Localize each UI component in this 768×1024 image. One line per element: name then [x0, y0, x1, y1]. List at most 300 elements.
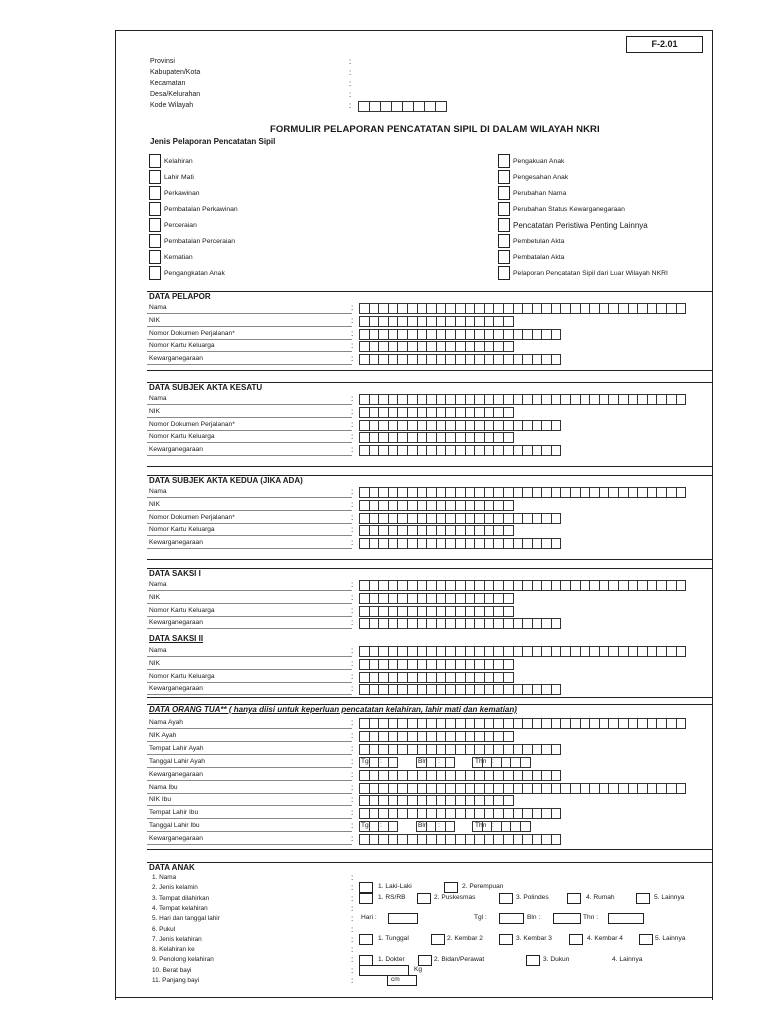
option-label: Hari :	[361, 914, 377, 921]
jenis-checkbox[interactable]	[498, 154, 510, 168]
option-label: cm	[391, 976, 400, 983]
option-box[interactable]	[499, 913, 524, 924]
field-cells[interactable]	[359, 593, 513, 604]
input-cell[interactable]	[503, 407, 514, 418]
colon: :	[380, 757, 382, 765]
field-underline	[147, 767, 352, 768]
field-label: Nomor Kartu Keluarga	[149, 433, 215, 441]
colon: :	[349, 57, 352, 66]
field-label: Nama	[149, 395, 167, 402]
field-underline	[147, 497, 352, 498]
field-cells[interactable]	[359, 394, 685, 405]
input-cell[interactable]	[676, 394, 687, 405]
field-label: Kewarganegaraan	[149, 539, 203, 547]
field-underline	[147, 455, 352, 456]
field-label: Nomor Kartu Keluarga	[149, 606, 215, 614]
jenis-checkbox[interactable]	[149, 218, 161, 232]
kode-wilayah-cells[interactable]	[358, 101, 446, 112]
field-underline	[147, 669, 352, 670]
input-cell[interactable]	[551, 513, 562, 524]
input-cell[interactable]	[551, 684, 562, 695]
colon: :	[438, 822, 440, 830]
field-label: Kewarganegaraan	[149, 835, 203, 843]
field-underline	[147, 523, 352, 524]
jenis-checkbox[interactable]	[498, 266, 510, 280]
input-cell[interactable]	[551, 744, 562, 755]
field-label: NIK	[149, 500, 160, 508]
field-label: NIK	[149, 407, 160, 415]
field-cells[interactable]	[359, 538, 560, 549]
jenis-label: Kematian	[164, 254, 193, 261]
field-underline	[147, 628, 352, 629]
field-cells[interactable]	[359, 303, 685, 314]
input-cell[interactable]	[503, 593, 514, 604]
anak-field-label: 4. Tempat kelahiran	[152, 904, 208, 912]
field-cells[interactable]	[359, 432, 513, 443]
input-cell[interactable]	[551, 618, 562, 629]
jenis-label: Pengangkatan Anak	[164, 270, 225, 277]
field-cells[interactable]	[359, 316, 513, 327]
field-label: Kewarganegaraan	[149, 355, 203, 363]
field-underline	[147, 754, 352, 755]
field-underline	[147, 430, 352, 431]
field-label: Tanggal Lahir Ayah	[149, 757, 205, 765]
option-box[interactable]	[359, 934, 373, 945]
jenis-label: Lahir Mati	[164, 174, 194, 181]
field-label: Kewarganegaraan	[149, 446, 203, 454]
option-box[interactable]	[569, 934, 583, 945]
field-underline	[147, 780, 352, 781]
option-box[interactable]	[526, 955, 540, 966]
colon: :	[351, 487, 354, 496]
colon: :	[351, 445, 354, 455]
thn-label: Thn	[475, 757, 487, 765]
colon: :	[351, 769, 354, 779]
field-underline	[147, 616, 352, 617]
field-underline	[147, 313, 352, 314]
bln-cells[interactable]	[416, 757, 454, 768]
jenis-checkbox[interactable]	[498, 234, 510, 248]
jenis-label: Pengesahan Anak	[513, 174, 569, 181]
field-label: Tempat Lahir Ibu	[149, 809, 199, 817]
colon: :	[349, 101, 352, 110]
colon: :	[351, 605, 354, 615]
field-label: Kewarganegaraan	[149, 770, 203, 778]
anak-field-label: 7. Jenis kelahiran	[152, 935, 202, 943]
field-underline	[147, 364, 352, 365]
colon: :	[351, 538, 354, 548]
thn-cells[interactable]	[472, 757, 530, 768]
anak-field-label: 3. Tempat dilahirkan	[152, 894, 210, 902]
colon: :	[492, 822, 494, 830]
input-cell[interactable]	[520, 821, 531, 832]
field-cells[interactable]	[359, 407, 513, 418]
bln-label: Bln	[418, 822, 428, 830]
jenis-label: Perubahan Nama	[513, 190, 567, 197]
colon: :	[351, 525, 354, 535]
field-cells[interactable]	[359, 341, 513, 352]
jenis-checkbox[interactable]	[149, 186, 161, 200]
colon: :	[351, 976, 354, 985]
anak-field-label: 5. Hari dan tanggal lahir	[152, 915, 220, 923]
field-label: NIK	[149, 593, 160, 601]
input-cell[interactable]	[445, 757, 456, 768]
tgl-label: Tgl	[361, 822, 371, 830]
field-cells[interactable]	[359, 834, 560, 845]
input-cell[interactable]	[551, 538, 562, 549]
colon: :	[351, 782, 354, 792]
field-underline	[147, 603, 352, 604]
field-label: NIK	[149, 659, 160, 667]
input-cell[interactable]	[676, 580, 687, 591]
field-cells[interactable]	[359, 783, 685, 794]
field-cells[interactable]	[359, 672, 513, 683]
field-cells[interactable]	[359, 525, 513, 536]
header-field-label: Kabupaten/Kota	[150, 69, 201, 76]
input-cell[interactable]	[445, 821, 456, 832]
option-box[interactable]	[608, 913, 644, 924]
bln-cells[interactable]	[416, 821, 454, 832]
input-cell[interactable]	[503, 316, 514, 327]
field-label: Kewarganegaraan	[149, 685, 203, 693]
anak-field-label: 8. Kelahiran ke	[152, 946, 195, 954]
colon: :	[351, 955, 354, 965]
colon: :	[351, 618, 354, 628]
option-label: 1. Laki-Laki	[378, 883, 412, 890]
option-label: 1. Dokter	[378, 956, 405, 963]
colon: :	[351, 795, 354, 805]
field-underline	[147, 831, 352, 832]
field-underline	[147, 656, 352, 657]
colon: :	[351, 965, 354, 975]
jenis-checkbox[interactable]	[149, 170, 161, 184]
colon: :	[380, 822, 382, 830]
form-code: F-2.01	[626, 36, 703, 53]
jenis-label: Pembetulan Akta	[513, 238, 565, 245]
input-cell[interactable]	[551, 420, 562, 431]
field-underline	[147, 339, 352, 340]
input-cell[interactable]	[503, 672, 514, 683]
field-label: Nama	[149, 647, 167, 654]
option-label: Tgl :	[474, 914, 487, 921]
jenis-checkbox[interactable]	[498, 202, 510, 216]
field-cells[interactable]	[359, 354, 560, 365]
option-label: Thn :	[583, 914, 599, 921]
input-cell[interactable]	[551, 445, 562, 456]
field-cells[interactable]	[359, 618, 560, 629]
anak-field-label: 11. Panjang bayi	[152, 977, 200, 984]
option-label: 4. Kembar 4	[587, 935, 623, 942]
colon: :	[351, 945, 354, 955]
option-box[interactable]	[359, 893, 373, 904]
field-label: NIK	[149, 316, 160, 324]
input-cell[interactable]	[551, 770, 562, 781]
thn-label: Thn	[475, 822, 487, 830]
field-underline	[147, 404, 352, 405]
input-cell[interactable]	[503, 341, 514, 352]
option-label: 1. Tunggal	[378, 935, 409, 942]
option-label: 5. Lainnya	[655, 935, 686, 942]
anak-field-label: 1. Nama	[152, 874, 177, 881]
option-label: 3. Dukun	[543, 956, 570, 963]
field-underline	[147, 793, 352, 794]
field-cells[interactable]	[359, 487, 685, 498]
field-cells[interactable]	[359, 420, 560, 431]
colon: :	[351, 512, 354, 522]
jenis-checkbox[interactable]	[498, 186, 510, 200]
field-underline	[147, 535, 352, 536]
jenis-label: Pembatalan Perkawinan	[164, 206, 238, 213]
colon: :	[492, 757, 494, 765]
option-box[interactable]	[567, 893, 581, 904]
colon: :	[351, 646, 354, 655]
colon: :	[351, 394, 354, 403]
input-cell[interactable]	[520, 757, 531, 768]
option-label: 2. Perempuan	[462, 883, 504, 890]
colon: :	[351, 499, 354, 509]
input-cell[interactable]	[503, 432, 514, 443]
field-cells[interactable]	[359, 646, 685, 657]
input-cell[interactable]	[503, 795, 514, 806]
input-cell[interactable]	[676, 646, 687, 657]
field-underline	[147, 728, 352, 729]
colon: :	[351, 592, 354, 602]
header-field-label: Provinsi	[150, 58, 175, 65]
input-cell[interactable]	[676, 718, 687, 729]
field-cells[interactable]	[359, 445, 560, 456]
field-underline	[147, 510, 352, 511]
anak-field-label: 9. Penolong kelahiran	[152, 956, 214, 964]
jenis-checkbox[interactable]	[149, 266, 161, 280]
colon: :	[351, 924, 354, 934]
field-underline	[147, 682, 352, 683]
section-title: DATA PELAPOR	[149, 292, 211, 301]
input-cell[interactable]	[551, 354, 562, 365]
field-cells[interactable]	[359, 606, 513, 617]
field-label: Nomor Kartu Keluarga	[149, 526, 215, 534]
jenis-label: Pelaporan Pencatatan Sipil dari Luar Wilayah NKRI	[513, 270, 668, 277]
colon: :	[349, 68, 352, 77]
colon: :	[351, 432, 354, 442]
field-underline	[147, 741, 352, 742]
field-label: Nomor Kartu Keluarga	[149, 342, 215, 350]
field-cells[interactable]	[359, 580, 685, 591]
field-cells[interactable]	[359, 770, 560, 781]
field-label: Nomor Kartu Keluarga	[149, 672, 215, 680]
field-underline	[147, 548, 352, 549]
jenis-checkbox[interactable]	[498, 250, 510, 264]
option-box[interactable]	[499, 934, 513, 945]
input-cell[interactable]	[551, 808, 562, 819]
colon: :	[351, 730, 354, 740]
option-label: 5. Lainnya	[654, 894, 685, 901]
field-cells[interactable]	[359, 731, 513, 742]
section-title: DATA SUBJEK AKTA KEDUA (JIKA ADA)	[149, 476, 303, 485]
field-underline	[147, 805, 352, 806]
colon: :	[351, 406, 354, 416]
input-cell[interactable]	[388, 757, 399, 768]
field-cells[interactable]	[359, 513, 560, 524]
colon: :	[351, 303, 354, 312]
colon: :	[351, 883, 354, 893]
field-underline	[147, 844, 352, 845]
field-label: NIK Ayah	[149, 731, 177, 739]
field-label: Nomor Dokumen Perjalanan*	[149, 329, 235, 337]
option-box[interactable]	[499, 893, 513, 904]
input-cell[interactable]	[503, 659, 514, 670]
field-label: Nama	[149, 488, 167, 495]
field-cells[interactable]	[359, 500, 513, 511]
field-cells[interactable]	[359, 795, 513, 806]
option-box[interactable]	[639, 934, 653, 945]
section-title: DATA ANAK	[149, 863, 195, 872]
input-cell[interactable]	[503, 500, 514, 511]
header-field-label: Kode Wilayah	[150, 102, 194, 109]
field-underline	[147, 818, 352, 819]
option-box[interactable]	[431, 934, 445, 945]
option-box[interactable]	[636, 893, 650, 904]
field-label: Tanggal Lahir Ibu	[149, 822, 200, 830]
field-label: Nama Ayah	[149, 719, 183, 726]
jenis-checkbox[interactable]	[498, 170, 510, 184]
field-underline	[147, 417, 352, 418]
field-cells[interactable]	[359, 718, 685, 729]
colon: :	[351, 419, 354, 429]
form-subtitle: Jenis Pelaporan Pencatatan Sipil	[150, 137, 276, 146]
option-box[interactable]	[417, 893, 431, 904]
header-field-label: Desa/Kelurahan	[150, 91, 201, 98]
section-title: DATA SAKSI II	[149, 634, 204, 643]
option-label: 1. RS/RB	[378, 894, 406, 901]
field-cells[interactable]	[359, 684, 560, 695]
field-underline	[147, 590, 352, 591]
field-label: Nama Ibu	[149, 783, 178, 791]
input-cell[interactable]	[676, 487, 687, 498]
form-title: FORMULIR PELAPORAN PENCATATAN SIPIL DI DALAM WILAYAH NKRI	[270, 124, 600, 135]
input-cell[interactable]	[676, 783, 687, 794]
option-label: Kg	[414, 966, 423, 973]
input-cell[interactable]	[435, 101, 447, 112]
colon: :	[351, 893, 354, 903]
field-label: Kewarganegaraan	[149, 619, 203, 627]
colon: :	[351, 718, 354, 727]
field-underline	[147, 326, 352, 327]
jenis-checkbox[interactable]	[149, 234, 161, 248]
option-label: 3. Kembar 3	[516, 935, 552, 942]
tgl-label: Tgl	[361, 757, 371, 765]
field-underline	[147, 694, 352, 695]
tgl-cells[interactable]	[359, 821, 397, 832]
option-label: 2. Bidan/Perawat	[434, 956, 485, 963]
option-label: 4. Lainnya	[612, 956, 643, 963]
field-cells[interactable]	[359, 329, 560, 340]
tgl-cells[interactable]	[359, 757, 397, 768]
jenis-label: Pencatatan Peristiwa Penting Lainnya	[513, 221, 648, 230]
colon: :	[351, 658, 354, 668]
input-cell[interactable]	[676, 303, 687, 314]
colon: :	[351, 580, 354, 589]
jenis-label: Perkawinan	[164, 190, 200, 197]
jenis-checkbox[interactable]	[149, 202, 161, 216]
field-cells[interactable]	[359, 808, 560, 819]
section-title: DATA ORANG TUA** ( hanya diisi untuk keperluan pencatatan kelahiran, lahir mati dan kematian)	[149, 705, 517, 714]
option-label: 4. Rumah	[586, 894, 615, 901]
section-title: DATA SUBJEK AKTA KESATU	[149, 383, 263, 392]
option-label: Bln :	[527, 914, 541, 921]
input-cell[interactable]	[503, 731, 514, 742]
jenis-checkbox[interactable]	[149, 154, 161, 168]
bottom-rule	[115, 997, 713, 998]
input-cell[interactable]	[388, 821, 399, 832]
input-cell[interactable]	[551, 329, 562, 340]
anak-field-label: 2. Jenis kelamin	[152, 884, 198, 892]
jenis-label: Pengakuan Anak	[513, 158, 565, 165]
field-underline	[147, 351, 352, 352]
anak-field-label: 6. Pukul	[152, 925, 176, 933]
field-label: Tempat Lahir Ayah	[149, 744, 204, 752]
input-cell[interactable]	[503, 606, 514, 617]
anak-field-label: 10. Berat bayi	[152, 966, 192, 974]
jenis-label: Pembatalan Perceraian	[164, 238, 236, 245]
colon: :	[351, 873, 354, 882]
colon: :	[351, 903, 354, 913]
jenis-label: Perubahan Status Kewarganegaraan	[513, 206, 625, 213]
header-field-label: Kecamatan	[150, 80, 186, 87]
field-label: Nomor Dokumen Perjalanan*	[149, 420, 235, 428]
colon: :	[351, 328, 354, 338]
colon: :	[351, 684, 354, 694]
jenis-label: Kelahiran	[164, 158, 193, 165]
jenis-checkbox[interactable]	[498, 218, 510, 232]
colon: :	[351, 671, 354, 681]
option-label: 2. Puskesmas	[434, 894, 476, 901]
colon: :	[438, 757, 440, 765]
colon: :	[349, 79, 352, 88]
colon: :	[351, 743, 354, 753]
colon: :	[351, 315, 354, 325]
colon: :	[351, 808, 354, 818]
jenis-label: Pembatalan Akta	[513, 254, 565, 261]
input-cell[interactable]	[551, 834, 562, 845]
section-title: DATA SAKSI I	[149, 569, 201, 578]
option-label: 3. Polindes	[516, 894, 549, 901]
bln-label: Bln	[418, 757, 428, 765]
field-label: Nama	[149, 304, 167, 311]
option-box[interactable]	[553, 913, 581, 924]
colon: :	[349, 90, 352, 99]
field-cells[interactable]	[359, 659, 513, 670]
option-box[interactable]	[359, 882, 373, 893]
colon: :	[351, 354, 354, 364]
field-cells[interactable]	[359, 744, 560, 755]
field-label: Nomor Dokumen Perjalanan*	[149, 513, 235, 521]
colon: :	[351, 821, 354, 831]
field-underline	[147, 442, 352, 443]
colon: :	[351, 756, 354, 766]
input-cell[interactable]	[503, 525, 514, 536]
thn-cells[interactable]	[472, 821, 530, 832]
colon: :	[351, 341, 354, 351]
jenis-checkbox[interactable]	[149, 250, 161, 264]
option-label: 2. Kembar 2	[447, 935, 483, 942]
colon: :	[351, 934, 354, 944]
field-label: NIK Ibu	[149, 796, 171, 804]
field-label: Nama	[149, 581, 167, 588]
colon: :	[351, 834, 354, 844]
colon: :	[351, 914, 354, 924]
option-box[interactable]	[444, 882, 458, 893]
option-box[interactable]	[388, 913, 418, 924]
